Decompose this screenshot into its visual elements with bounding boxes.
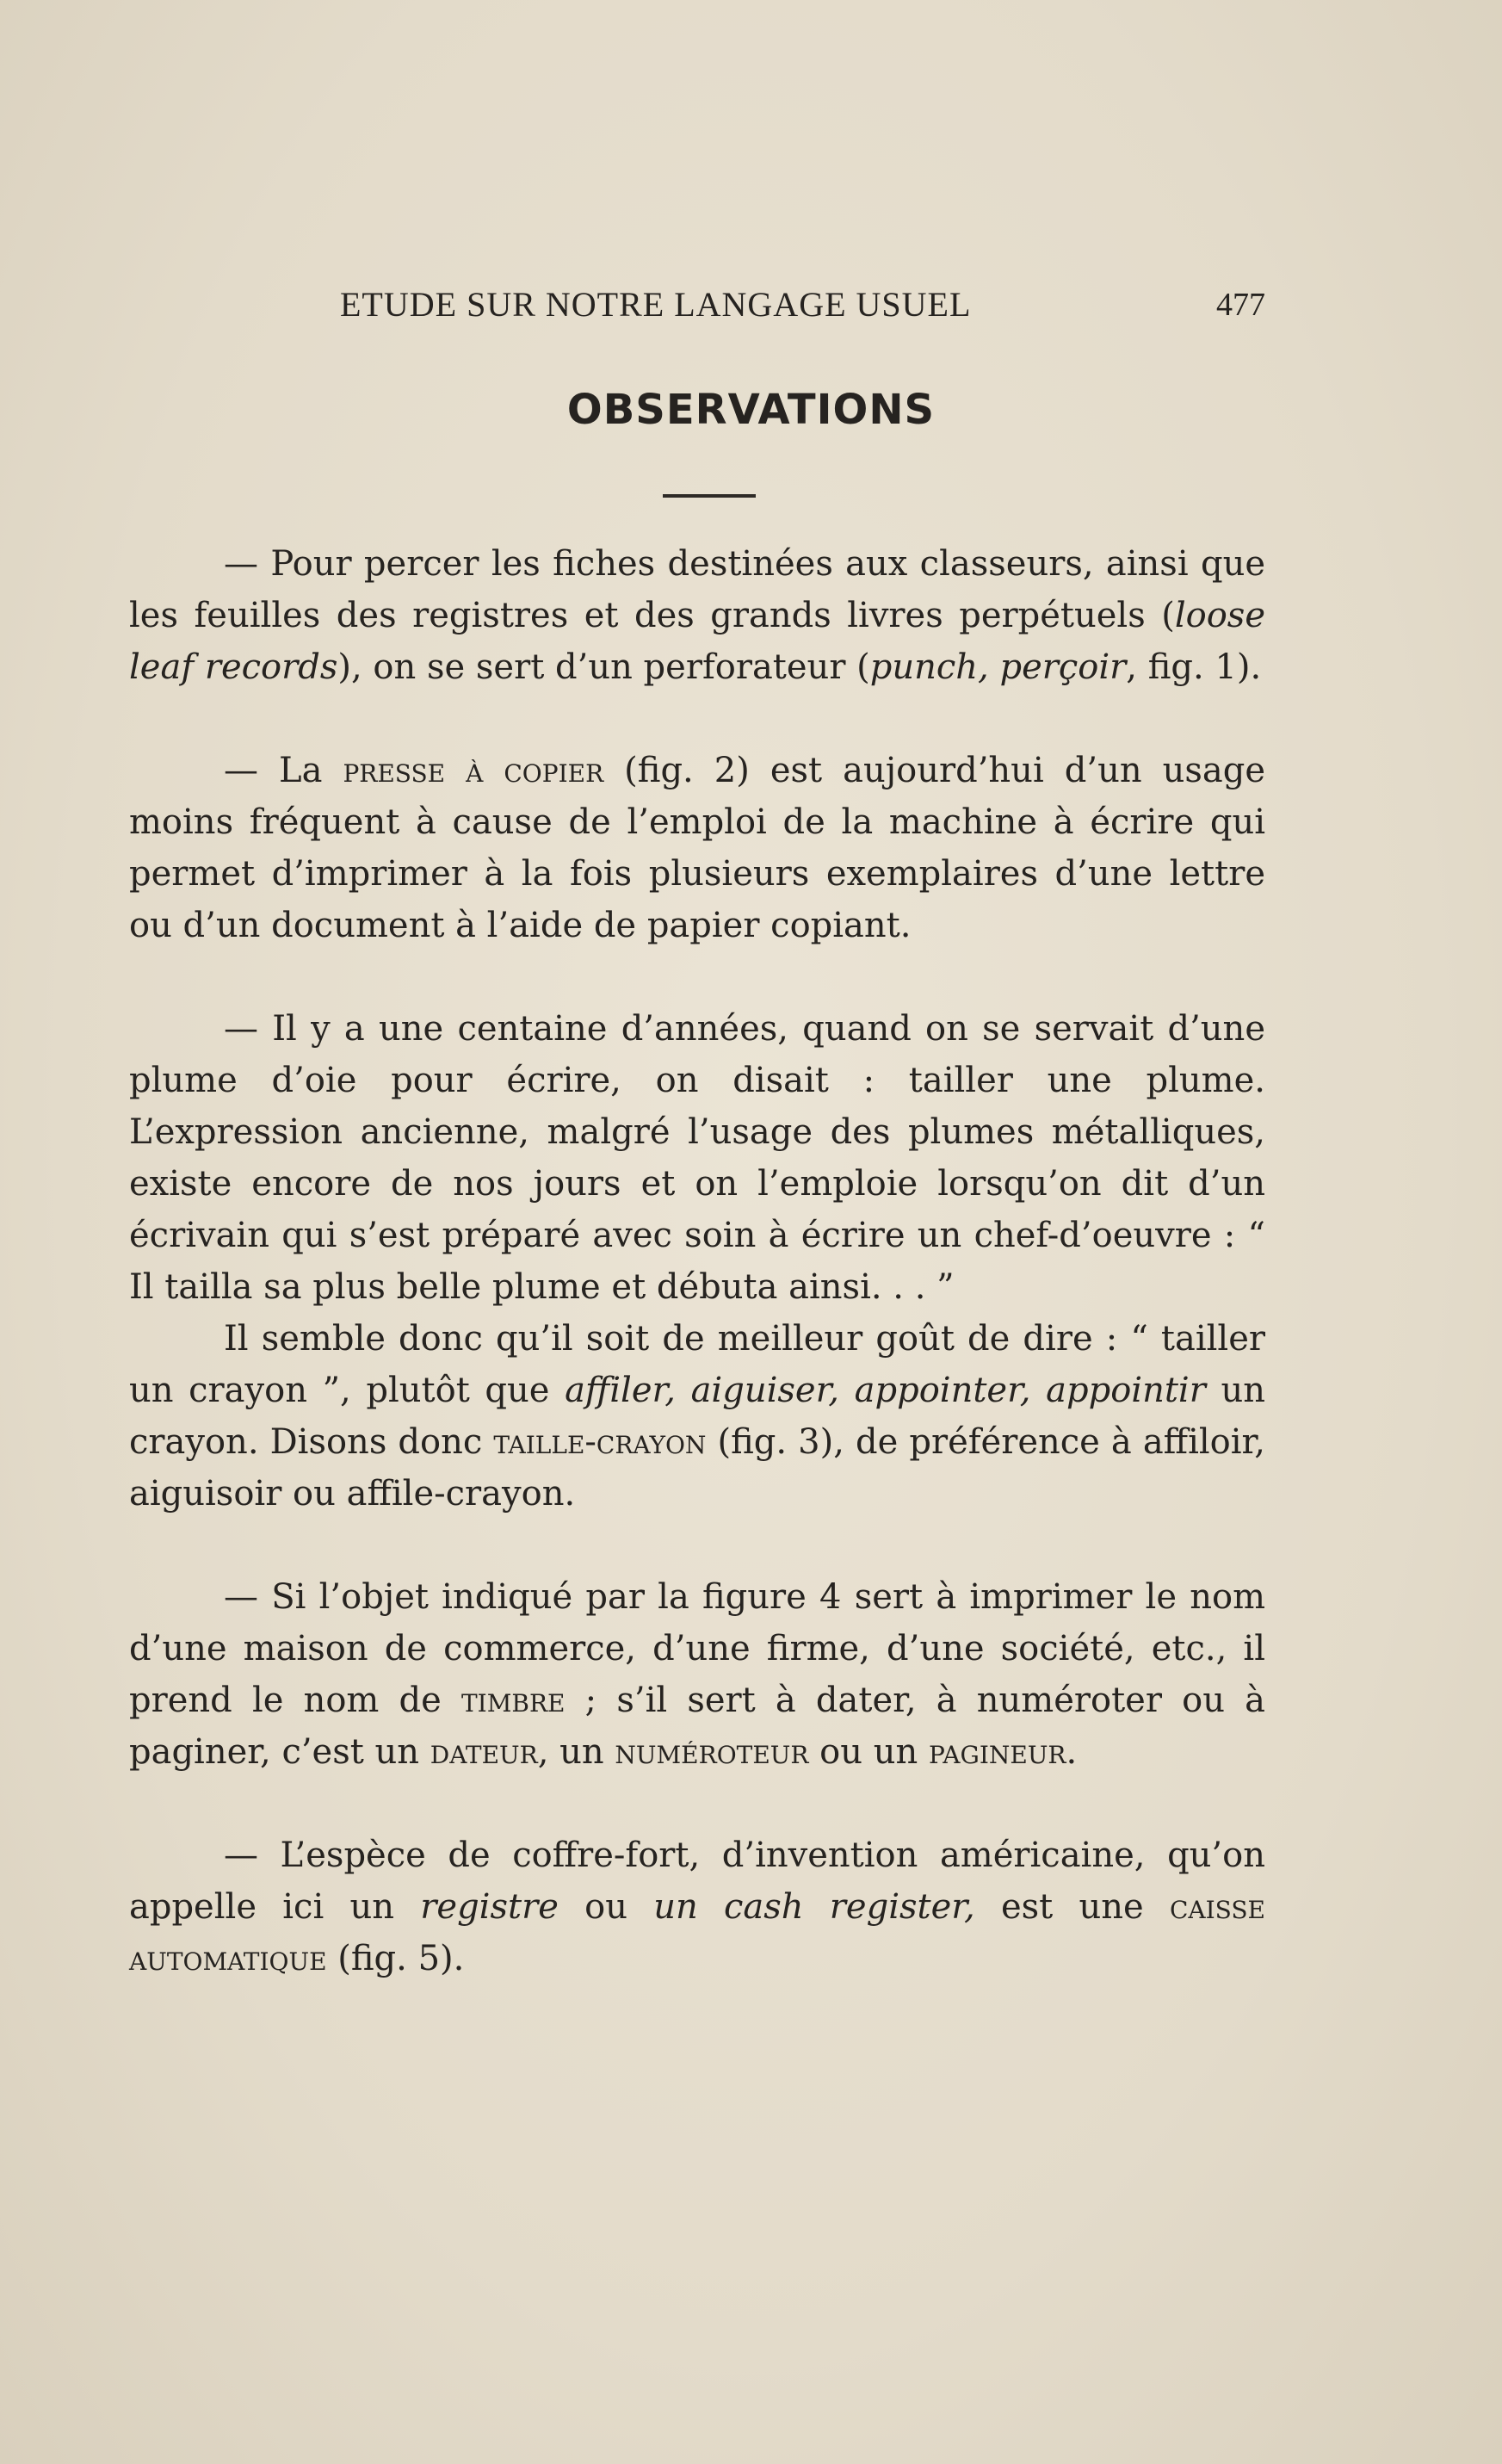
title-rule bbox=[663, 494, 756, 498]
paragraph-presse-a-copier: — La presse à copier (fig. 2) est aujourd’hui d’un usage moins fréquent à cause de l’emploi de la machine à écrire qui permet d’imprimer à la fois plusieurs exemplaires d’une lettre ou d’un document à l’aide de papier copiant. bbox=[129, 751, 1266, 945]
paragraph-taille-crayon: Il semble donc qu’il soit de meilleur goût de dire : “ tailler un crayon ”, plutôt que affiler, aiguiser, appointer, appointir un crayon. Disons donc taille-crayon (fig. 3), de préférence à affiloir, aiguisoir ou affile-crayon. bbox=[129, 1319, 1265, 1514]
paragraph-plume: — Il y a une centaine d’années, quand on se servait d’une plume d’oie pour écrire, on disait : tailler une plume. L’expression ancienne, malgré l’usage des plumes métalliques, existe encore de nos jours et on l’emploie lorsqu’on dit d’un écrivain qui s’est préparé avec soin à écrire un chef-d’oeuvre : “ Il tailla sa plus belle plume et débuta ainsi. . . ” bbox=[129, 1009, 1265, 1307]
paragraph-caisse-automatique: — L’espèce de coffre-fort, d’invention américaine, qu’on appelle ici un registre ou un cash register, est une caisse automatique (fig. 5). bbox=[129, 1836, 1265, 1978]
body-text bbox=[129, 538, 1265, 1984]
paragraph-timbre: — Si l’objet indiqué par la figure 4 sert à imprimer le nom d’une maison de commerce, d’une firme, d’une société, etc., il prend le nom de timbre ; s’il sert à dater, à numéroter ou à paginer, c’est un dateur, un numéroteur ou un pagineur. bbox=[129, 1577, 1265, 1772]
running-head bbox=[340, 284, 1265, 336]
paragraph-perforateur: — Pour percer les fiches destinées aux classeurs, ainsi que les feuilles des registres et des grands livres perpétuels (loose leaf records), on se sert d’un perforateur (punch, perçoir, fig. 1). bbox=[129, 544, 1265, 687]
section-title: OBSERVATIONS bbox=[566, 386, 936, 434]
running-title: ETUDE SUR NOTRE LANGAGE USUEL bbox=[340, 285, 972, 324]
page-number: 477 bbox=[1216, 287, 1265, 323]
